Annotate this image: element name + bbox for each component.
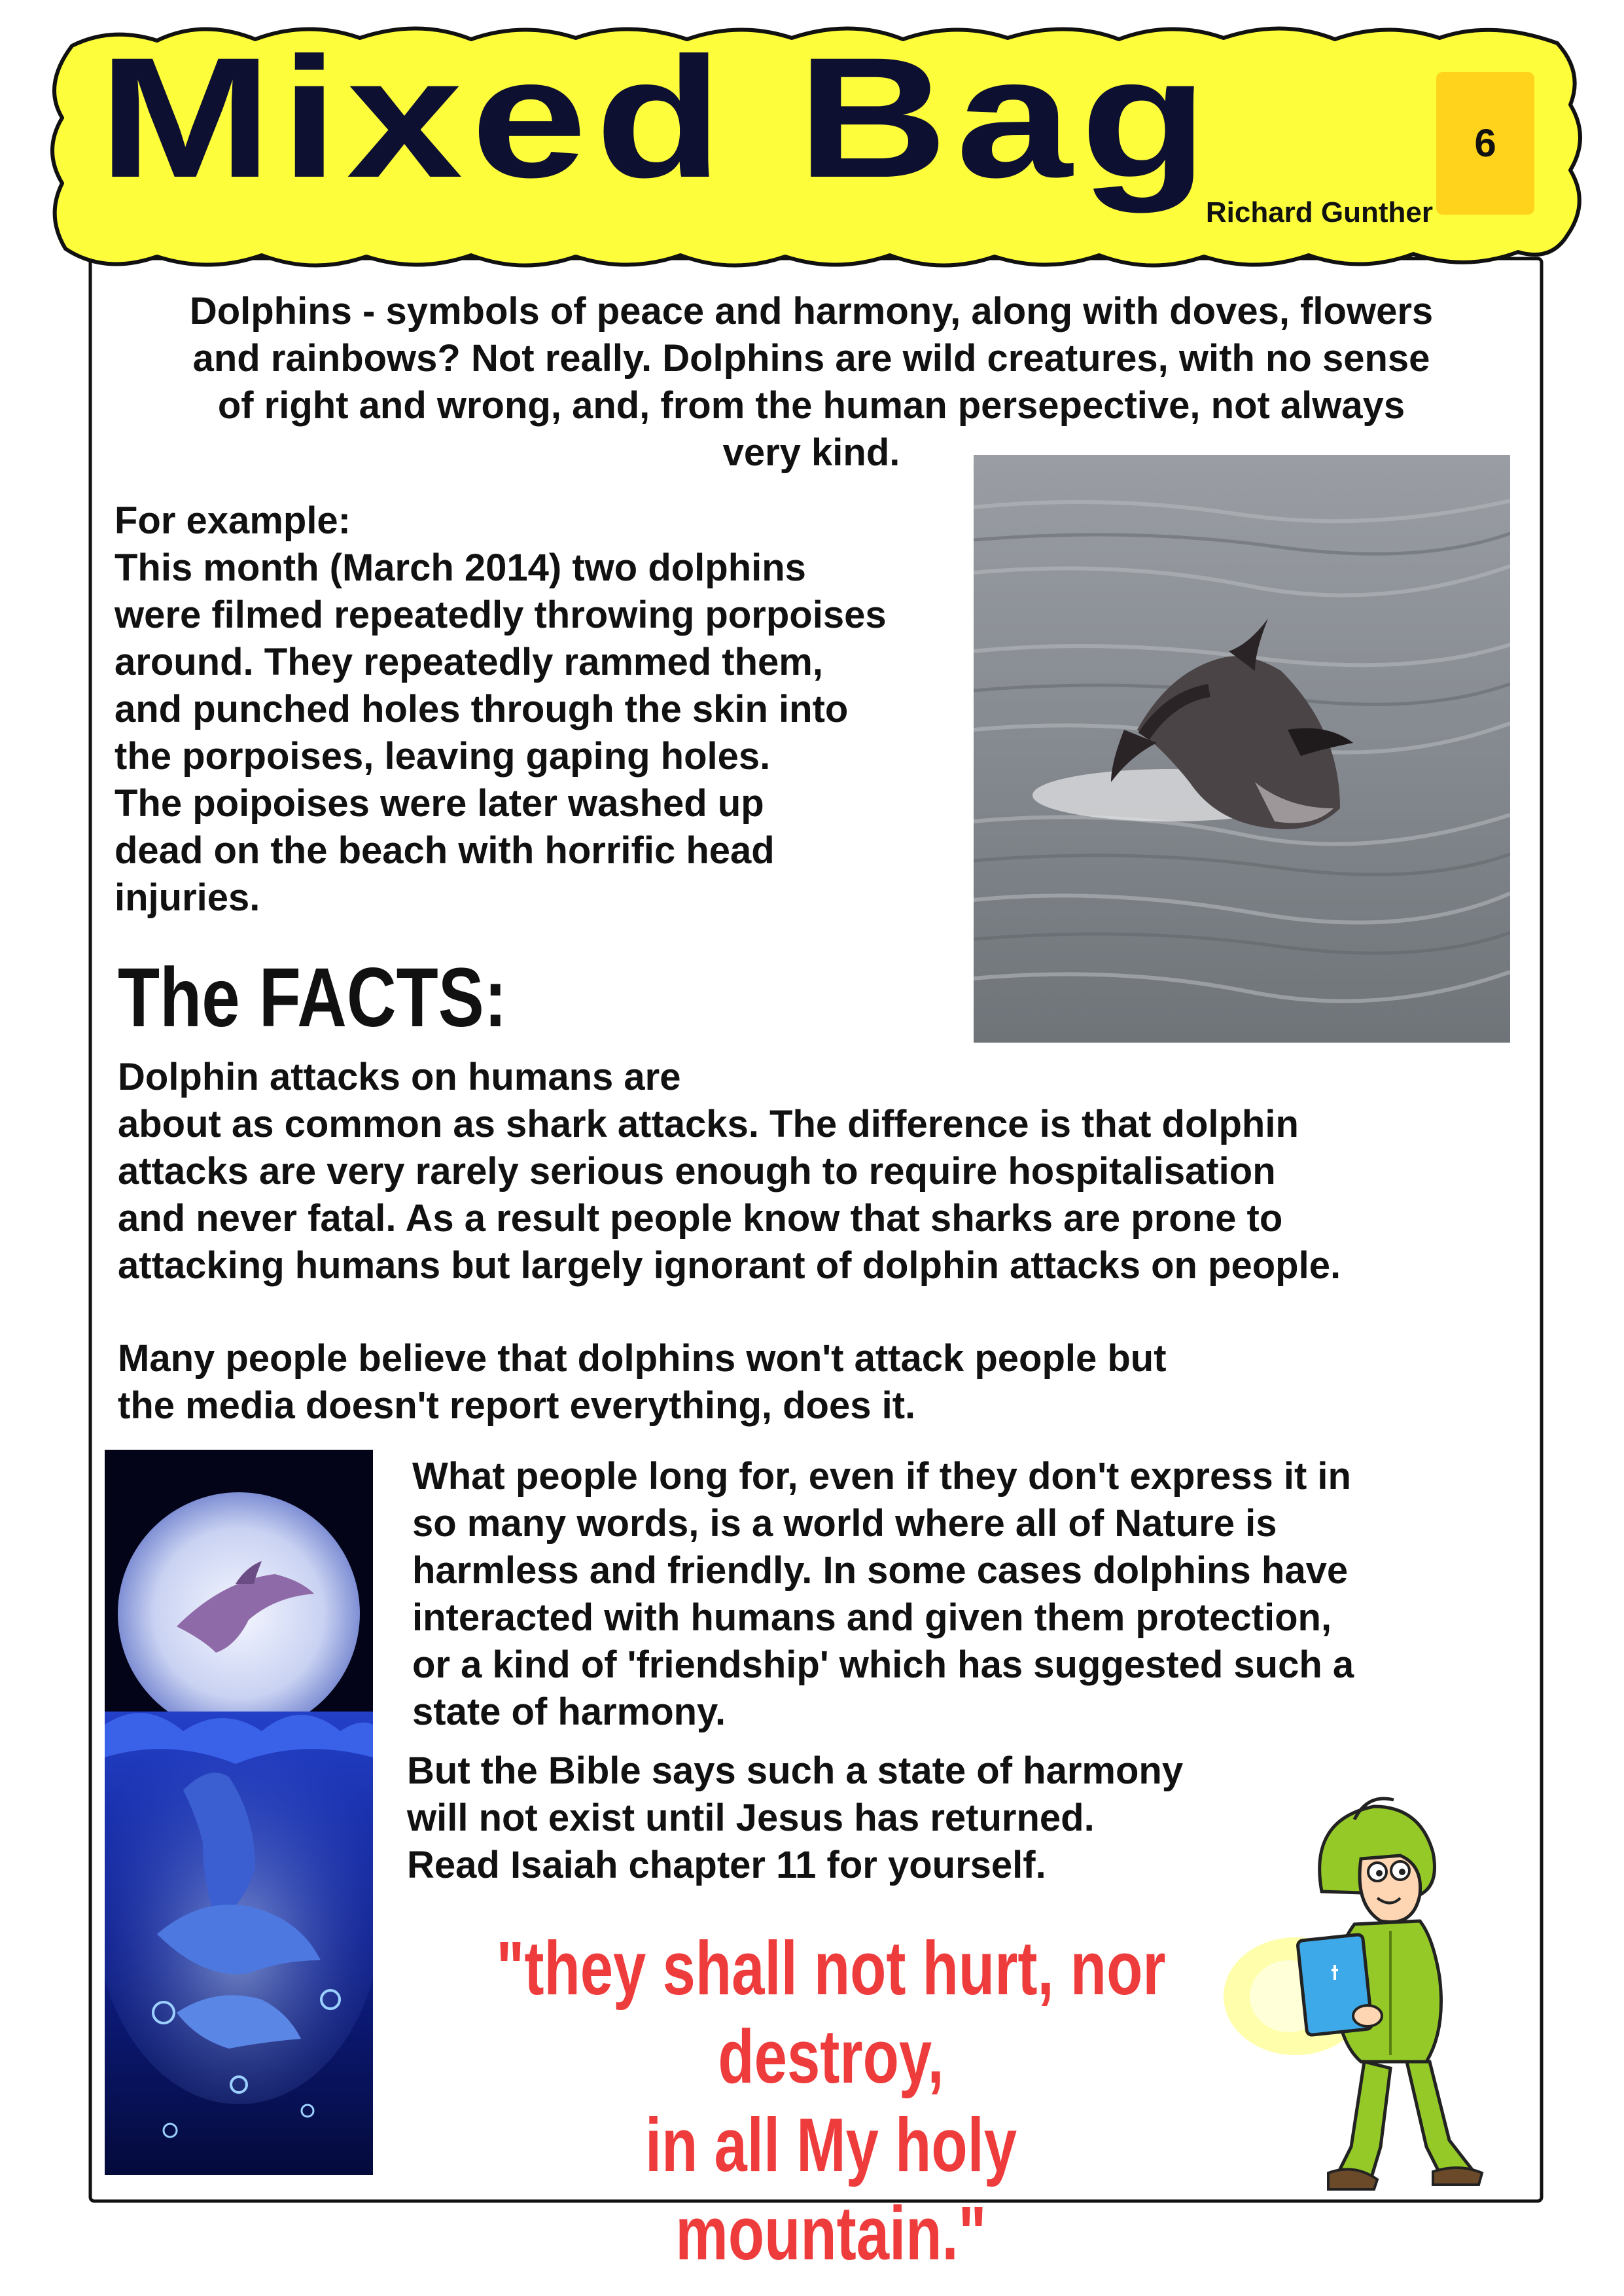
bible-paragraph: But the Bible says such a state of harmony will not exist until Jesus has returned. Read Isaiah chapter 11 for yourself. — [407, 1749, 1184, 1886]
masthead-title: Mixed Bag — [98, 22, 1216, 213]
isaiah-quote: "they shall not hurt, nor destroy, in all My holy mountain." — [496, 1926, 1166, 2276]
cartoon-bible-reader — [1204, 1780, 1518, 2199]
dolphin-moon-painting — [105, 1450, 373, 2175]
page-number-badge: 6 — [1436, 72, 1534, 215]
author-name: Richard Gunther — [1205, 196, 1433, 228]
longing-paragraph: What people long for, even if they don't express it in so many words, is a world where all of Nature is harmless and friendly. In some cases dolphins have interacted with humans and given them protection, or a kind of 'friendship' which has suggested such a state of harmony. — [412, 1455, 1354, 1733]
dolphin-photo — [974, 455, 1510, 1043]
intro-paragraph: Dolphins - symbols of peace and harmony, along with doves, flowers and rainbows? Not really. Dolphins are wild creatures, with no sense of right and wrong, and, from the human persepective, not always very kind. — [189, 290, 1434, 474]
facts-paragraph: Dolphin attacks on humans are about as common as shark attacks. The difference is that dolphin attacks are very rarely serious enough to require hospitalisation and never fatal. As a result people know that sharks are prone to attacking humans but largely ignorant of dolphin attacks on people. — [118, 1056, 1341, 1287]
media-paragraph: Many people believe that dolphins won't attack people but the media doesn't report everything, does it. — [118, 1337, 1167, 1427]
example-paragraph: For example: This month (March 2014) two dolphins were filmed repeatedly throwing porpoises around. They repeatedly rammed them, and punched holes through the skin into the porpoises, leaving gaping holes. The poipoises were later washed up dead on the beach with horrific head injuries. — [115, 499, 887, 919]
facts-heading: The FACTS: — [118, 951, 507, 1045]
